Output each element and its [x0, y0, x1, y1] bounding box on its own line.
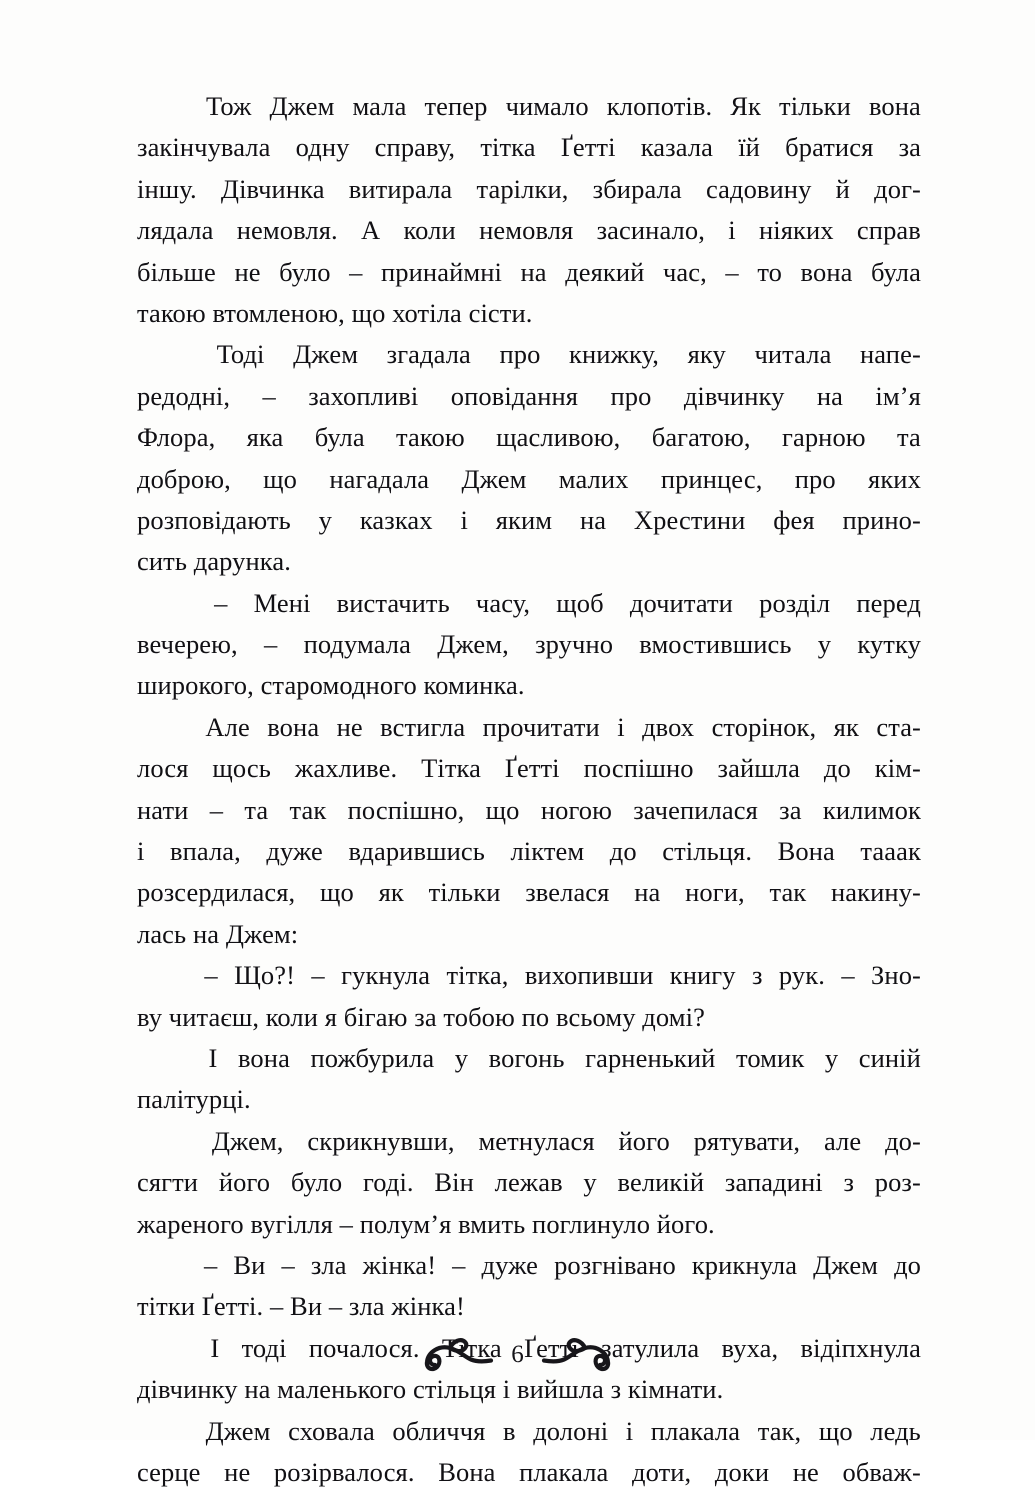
- text-line: [137, 252, 921, 293]
- word: яким: [496, 500, 552, 541]
- paragraph-indent: [137, 1411, 188, 1452]
- text-line: [137, 665, 921, 706]
- flourish-ornament-left: [421, 1335, 499, 1381]
- word: до-: [885, 1121, 921, 1162]
- word: ногою: [541, 790, 612, 831]
- text-line: [137, 417, 921, 458]
- word: малих: [559, 459, 629, 500]
- flourish-ornament-right: [536, 1335, 614, 1381]
- word: Джем: [206, 1411, 271, 1452]
- word: книгу: [670, 955, 736, 996]
- word: Тітка: [421, 748, 481, 789]
- word: дочитати: [630, 583, 733, 624]
- word: за: [899, 127, 921, 168]
- word: відіпхнула: [801, 1328, 921, 1369]
- paragraph-indent: [137, 955, 188, 996]
- text-line: [137, 1411, 921, 1452]
- word: Зно-: [871, 955, 921, 996]
- word: дівчинку: [684, 376, 785, 417]
- text-line: [137, 1162, 921, 1203]
- word: не: [337, 707, 363, 748]
- word: тільки: [779, 86, 851, 127]
- word: не: [234, 252, 260, 293]
- word: Флора,: [137, 417, 215, 458]
- text-line: [137, 914, 921, 955]
- text-line: [137, 376, 921, 417]
- word: на: [817, 376, 843, 417]
- word: Що?!: [234, 955, 295, 996]
- word: у: [583, 1162, 596, 1203]
- word: двох: [642, 707, 694, 748]
- paragraph: [137, 1411, 921, 1493]
- word: деякий: [565, 252, 644, 293]
- word: ніяких: [759, 210, 834, 251]
- word: не: [224, 1452, 250, 1493]
- word: лежав: [495, 1162, 563, 1203]
- text-line: [137, 1079, 921, 1120]
- word: нати: [137, 790, 188, 831]
- text-line: [137, 583, 921, 624]
- word: збирала: [593, 169, 682, 210]
- word: Джем: [269, 86, 334, 127]
- word: час,: [663, 252, 707, 293]
- text-line: [137, 872, 921, 913]
- word: жахливе.: [295, 748, 397, 789]
- word: садовину: [706, 169, 812, 210]
- word: А: [361, 210, 380, 251]
- word: зайшла: [718, 748, 800, 789]
- text-line: [137, 1452, 921, 1493]
- word: почалося.: [309, 1328, 420, 1369]
- word: вихопивши: [525, 955, 654, 996]
- word: Ви: [233, 1245, 265, 1286]
- word: його: [619, 1121, 670, 1162]
- word: Дівчинка: [221, 169, 325, 210]
- word: Але: [205, 707, 249, 748]
- word: синій: [859, 1038, 921, 1079]
- word: кім-: [875, 748, 921, 789]
- page-footer: [0, 1318, 1035, 1398]
- word: Джем,: [212, 1121, 284, 1162]
- text-line: [137, 1121, 921, 1162]
- word: ім’я: [875, 376, 921, 417]
- word: справу,: [375, 127, 456, 168]
- word: –: [281, 1245, 294, 1286]
- word: Тож: [206, 86, 251, 127]
- word: годі.: [363, 1162, 414, 1203]
- word: яку: [688, 334, 726, 375]
- word: але: [824, 1121, 861, 1162]
- word: ледь: [870, 1411, 921, 1452]
- paragraph-indent: [137, 1038, 188, 1079]
- word: великій: [618, 1162, 705, 1203]
- paragraph: [137, 1038, 921, 1121]
- word: яка: [247, 417, 284, 458]
- word: казках: [360, 500, 433, 541]
- word: що: [263, 459, 297, 500]
- word: тільки: [429, 872, 501, 913]
- word: сторінок,: [712, 707, 817, 748]
- line-text: палітурці.: [137, 1084, 251, 1114]
- word: що: [819, 1411, 853, 1452]
- text-line: [137, 541, 921, 582]
- word: й: [836, 169, 850, 210]
- word: гарною: [782, 417, 866, 458]
- word: Ґетті: [561, 127, 616, 168]
- word: гукнула: [341, 955, 430, 996]
- word: прочитати: [483, 707, 600, 748]
- word: тарілки,: [476, 169, 568, 210]
- word: –: [264, 624, 277, 665]
- word: доти,: [632, 1452, 691, 1493]
- word: вона: [238, 1038, 290, 1079]
- word: на: [580, 500, 606, 541]
- text-line: [137, 1204, 921, 1245]
- word: так,: [758, 1411, 802, 1452]
- paragraph: [137, 86, 921, 334]
- word: Він: [434, 1162, 474, 1203]
- word: поспішно,: [348, 790, 465, 831]
- text-line: [137, 210, 921, 251]
- word: Як: [730, 86, 761, 127]
- paragraph-indent: [137, 86, 188, 127]
- word: розсердилася,: [137, 872, 295, 913]
- text-line: [137, 955, 921, 996]
- word: у: [818, 624, 831, 665]
- word: редодні,: [137, 376, 230, 417]
- word: і: [728, 210, 735, 251]
- word: Джем,: [437, 624, 509, 665]
- word: щасливою,: [496, 417, 620, 458]
- word: –: [725, 252, 738, 293]
- text-line: [137, 334, 921, 375]
- word: принаймні: [381, 252, 502, 293]
- word: казала: [641, 127, 713, 168]
- word: дуже: [482, 1245, 539, 1286]
- word: –: [262, 376, 275, 417]
- word: зручно: [535, 624, 613, 665]
- word: як: [834, 707, 859, 748]
- word: до: [610, 831, 637, 872]
- text-line: [137, 86, 921, 127]
- text-line: [137, 707, 921, 748]
- word: з: [843, 1162, 854, 1203]
- word: то: [757, 252, 782, 293]
- word: вуха,: [722, 1328, 779, 1369]
- word: пожбурила: [310, 1038, 434, 1079]
- word: засинало,: [597, 210, 705, 251]
- paragraph-indent: [137, 707, 188, 748]
- word: тітка: [480, 127, 535, 168]
- word: закінчувала: [137, 127, 270, 168]
- word: –: [204, 955, 217, 996]
- word: затулила: [601, 1328, 699, 1369]
- text-line: [137, 1038, 921, 1079]
- word: Ґетті: [505, 748, 560, 789]
- word: Вона: [778, 831, 835, 872]
- word: плакала: [651, 1411, 740, 1452]
- word: про: [795, 459, 836, 500]
- word: Мені: [254, 583, 311, 624]
- line-text: дівчинку на маленького стільця і вийшла з кімнати.: [137, 1374, 723, 1404]
- word: обваж-: [842, 1452, 920, 1493]
- word: в: [503, 1411, 516, 1452]
- word: була: [315, 417, 365, 458]
- word: тоді: [242, 1328, 287, 1369]
- word: Тоді: [217, 334, 265, 375]
- word: про: [610, 376, 651, 417]
- word: щоб: [556, 583, 603, 624]
- word: серце: [137, 1452, 201, 1493]
- word: іншу.: [137, 169, 197, 210]
- word: яких: [868, 459, 921, 500]
- word: томик: [736, 1038, 804, 1079]
- word: клопотів.: [607, 86, 712, 127]
- text-line: [137, 624, 921, 665]
- word: доки: [715, 1452, 769, 1493]
- word: більше: [137, 252, 216, 293]
- text-line: [137, 293, 921, 334]
- word: метнулася: [478, 1121, 594, 1162]
- word: долоні: [533, 1411, 608, 1452]
- word: стільця.: [662, 831, 752, 872]
- word: лядала: [137, 210, 213, 251]
- word: як: [379, 872, 404, 913]
- word: була: [871, 252, 921, 293]
- word: впала,: [170, 831, 241, 872]
- paragraph: [137, 334, 921, 582]
- word: сягти: [137, 1162, 198, 1203]
- word: дог-: [874, 169, 921, 210]
- word: –: [452, 1245, 465, 1286]
- word: І: [210, 1328, 219, 1369]
- word: витирала: [349, 169, 453, 210]
- word: тепер: [424, 86, 487, 127]
- word: до: [824, 748, 851, 789]
- word: і: [626, 1411, 633, 1452]
- word: та: [244, 790, 268, 831]
- word: було: [279, 252, 330, 293]
- text-line: [137, 169, 921, 210]
- line-text: тітки Ґетті. – Ви – зла жінка!: [137, 1291, 465, 1321]
- word: –: [204, 1245, 217, 1286]
- word: –: [311, 955, 324, 996]
- word: захопливі: [308, 376, 418, 417]
- word: западині: [725, 1162, 823, 1203]
- word: доброю,: [137, 459, 231, 500]
- word: розгнівано: [554, 1245, 676, 1286]
- text-line: [137, 790, 921, 831]
- word: рятувати,: [694, 1121, 800, 1162]
- line-text: сить дарунка.: [137, 546, 291, 576]
- paragraph-indent: [137, 1245, 188, 1286]
- word: плакала: [519, 1452, 608, 1493]
- word: принцес,: [661, 459, 763, 500]
- word: накину-: [831, 872, 921, 913]
- word: що: [486, 790, 520, 831]
- text-line: [137, 459, 921, 500]
- word: братися: [785, 127, 873, 168]
- line-text: жареного вугілля – полум’я вмить поглинуло його.: [137, 1209, 715, 1239]
- word: справ: [857, 210, 921, 251]
- word: обличчя: [392, 1411, 485, 1452]
- word: немовля.: [237, 210, 338, 251]
- page-number: 6: [511, 1342, 524, 1367]
- paragraph: [137, 955, 921, 1038]
- word: вмостившись: [639, 624, 791, 665]
- word: про: [499, 334, 540, 375]
- word: поспішно: [584, 748, 694, 789]
- paragraph-indent: [137, 334, 188, 375]
- text-line: [137, 997, 921, 1038]
- word: тітка,: [446, 955, 508, 996]
- word: вона: [801, 252, 853, 293]
- word: його: [219, 1162, 270, 1203]
- word: чимало: [506, 86, 589, 127]
- word: і: [460, 500, 467, 541]
- word: було: [291, 1162, 342, 1203]
- word: до: [894, 1245, 921, 1286]
- word: коли: [404, 210, 456, 251]
- word: у: [319, 500, 332, 541]
- word: килимок: [823, 790, 921, 831]
- word: та: [897, 417, 921, 458]
- word: Джем: [461, 459, 526, 500]
- word: оповідання: [451, 376, 578, 417]
- line-text: ву читаєш, коли я бігаю за тобою по всьому домі?: [137, 1002, 705, 1032]
- word: нагадала: [329, 459, 429, 500]
- word: що: [320, 872, 354, 913]
- word: згадала: [387, 334, 471, 375]
- word: на: [521, 252, 547, 293]
- word: і: [617, 707, 624, 748]
- word: –: [214, 583, 227, 624]
- word: кутку: [857, 624, 921, 665]
- word: ліктем: [510, 831, 584, 872]
- word: І: [209, 1038, 218, 1079]
- word: на: [634, 872, 660, 913]
- word: часу,: [476, 583, 530, 624]
- paragraph: [137, 707, 921, 955]
- word: Вона: [438, 1452, 495, 1493]
- word: так: [769, 872, 806, 913]
- word: вона: [267, 707, 319, 748]
- word: зла: [311, 1245, 347, 1286]
- word: у: [825, 1038, 838, 1079]
- word: лося: [137, 748, 189, 789]
- word: прино-: [842, 500, 920, 541]
- word: Джем: [813, 1245, 878, 1286]
- word: рук.: [779, 955, 825, 996]
- text-line: [137, 500, 921, 541]
- word: ста-: [876, 707, 921, 748]
- text-line: [137, 748, 921, 789]
- word: напе-: [860, 334, 921, 375]
- paragraph-indent: [137, 1121, 188, 1162]
- word: так: [290, 790, 327, 831]
- word: подумала: [304, 624, 411, 665]
- word: роз-: [875, 1162, 921, 1203]
- paragraph: [137, 1245, 921, 1328]
- word: їй: [738, 127, 760, 168]
- word: вона: [869, 86, 921, 127]
- word: читала: [754, 334, 831, 375]
- word: багатою,: [652, 417, 751, 458]
- word: –: [841, 955, 854, 996]
- word: вдарившись: [348, 831, 484, 872]
- word: не: [793, 1452, 819, 1493]
- page-text-block: [137, 86, 921, 1493]
- word: з: [752, 955, 763, 996]
- word: фея: [773, 500, 814, 541]
- line-text: такою втомленою, що хотіла сісти.: [137, 298, 532, 328]
- word: сховала: [288, 1411, 375, 1452]
- word: встигла: [380, 707, 465, 748]
- word: щось: [212, 748, 271, 789]
- word: вогонь: [489, 1038, 565, 1079]
- word: Тітка: [442, 1328, 502, 1369]
- word: у: [455, 1038, 468, 1079]
- paragraph-indent: [137, 583, 188, 624]
- word: жінка!: [363, 1245, 437, 1286]
- word: такою: [396, 417, 465, 458]
- text-line: [137, 831, 921, 872]
- text-line: [137, 127, 921, 168]
- word: розірвалося.: [274, 1452, 415, 1493]
- word: і: [137, 831, 144, 872]
- paragraph: [137, 583, 921, 707]
- word: гарненький: [585, 1038, 715, 1079]
- word: немовля: [479, 210, 573, 251]
- paragraph: [137, 1121, 921, 1245]
- word: крикнула: [692, 1245, 797, 1286]
- line-text: лась на Джем:: [137, 919, 298, 949]
- word: за: [779, 790, 801, 831]
- word: ноги,: [685, 872, 745, 913]
- word: зачепилася: [633, 790, 758, 831]
- word: одну: [296, 127, 350, 168]
- word: звелася: [525, 872, 609, 913]
- word: вистачить: [337, 583, 450, 624]
- word: дуже: [266, 831, 323, 872]
- word: –: [210, 790, 223, 831]
- word: Хрестини: [634, 500, 746, 541]
- word: Ґетті: [524, 1328, 579, 1369]
- word: книжку,: [569, 334, 659, 375]
- word: скрикнувши,: [307, 1121, 454, 1162]
- word: тааак: [860, 831, 921, 872]
- word: Джем: [293, 334, 358, 375]
- line-text: широкого, старомодного коминка.: [137, 670, 525, 700]
- text-line: [137, 1245, 921, 1286]
- word: –: [349, 252, 362, 293]
- word: перед: [856, 583, 921, 624]
- word: розповідають: [137, 500, 291, 541]
- word: розділ: [759, 583, 830, 624]
- word: вечерею,: [137, 624, 238, 665]
- word: мала: [352, 86, 406, 127]
